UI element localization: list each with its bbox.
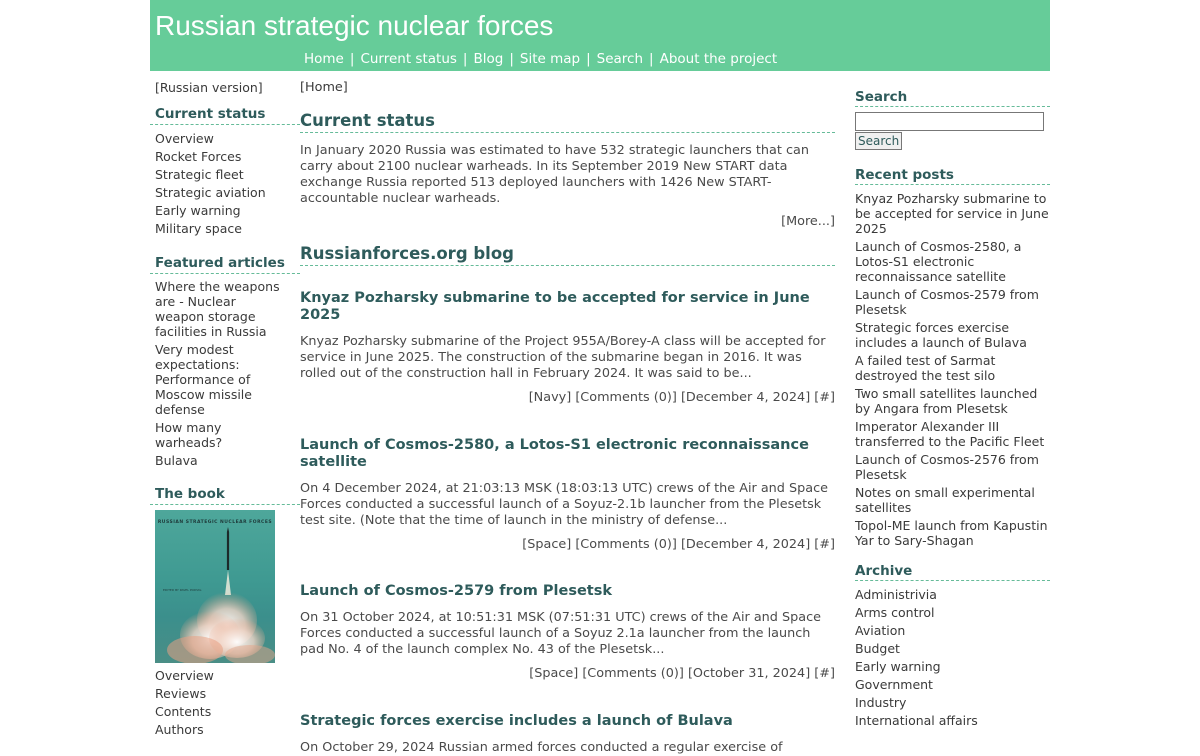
book-heading: The book xyxy=(150,485,300,505)
archive-item-budget[interactable]: Budget xyxy=(855,641,900,656)
nav-site-map[interactable]: Site map xyxy=(519,51,581,67)
site-header xyxy=(150,0,1050,71)
archive-item-industry[interactable]: Industry xyxy=(855,695,907,710)
archive-item-arms-control[interactable]: Arms control xyxy=(855,605,935,620)
nav-separator: | xyxy=(349,51,355,67)
post-excerpt: On 4 December 2024, at 21:03:13 MSK (18:03:13 UTC) crews of the Air and Space Forces conducted a successful launch of a Soyuz-2.1b launcher from the Plesetsk test site. (Note that the time of launch in the ministry of defense... xyxy=(300,481,828,528)
more-link[interactable]: [More...] xyxy=(781,214,835,229)
nav-blog[interactable]: Blog xyxy=(473,51,504,67)
book-list xyxy=(155,667,285,739)
post-excerpt: On October 29, 2024 Russian armed forces conducted a regular exercise of xyxy=(300,740,783,755)
archive-item-government[interactable]: Government xyxy=(855,677,933,692)
archive-item-early-warning[interactable]: Early warning xyxy=(855,659,941,674)
recent-posts-heading: Recent posts xyxy=(855,168,1050,185)
recent-post-item[interactable]: Launch of Cosmos-2579 from Plesetsk xyxy=(855,287,1039,317)
post-date-link[interactable]: [October 31, 2024] xyxy=(687,666,811,681)
post-permalink[interactable]: [#] xyxy=(814,666,835,681)
book-cover-image[interactable] xyxy=(155,510,275,663)
featured-item-missile-defense[interactable]: Very modest expectations: Performance of Moscow missile defense xyxy=(155,342,252,417)
book-item-authors[interactable]: Authors xyxy=(155,722,204,737)
archive-heading: Archive xyxy=(855,564,1050,581)
sidebar-item-military-space[interactable]: Military space xyxy=(155,221,242,236)
book-item-overview[interactable]: Overview xyxy=(155,668,214,683)
blog-title: Russianforces.org blog xyxy=(300,244,835,266)
nav-separator: | xyxy=(586,51,591,67)
post-comments-link[interactable]: [Comments (0)] xyxy=(575,390,677,405)
post-meta xyxy=(300,666,835,682)
russian-version-link[interactable]: [Russian version] xyxy=(155,80,263,95)
search-button[interactable]: Search xyxy=(855,132,902,150)
sidebar-item-strategic-fleet[interactable]: Strategic fleet xyxy=(155,167,244,182)
nav-separator: | xyxy=(462,51,468,67)
post-comments-link[interactable]: [Comments (0)] xyxy=(582,666,684,681)
sidebar-item-strategic-aviation[interactable]: Strategic aviation xyxy=(155,185,266,200)
search-input[interactable] xyxy=(855,112,1044,131)
current-status-heading: Current status xyxy=(150,105,300,125)
post-excerpt: On 31 October 2024, at 10:51:31 MSK (07:51:31 UTC) crews of the Air and Space Forces conducted a successful launch of a Soyuz 2.1a launcher from the launch pad No. 4 of the launch complex No. 43 of the Plesetsk... xyxy=(300,610,821,657)
blog-post xyxy=(300,583,835,682)
featured-articles-list xyxy=(155,279,285,468)
recent-post-item[interactable]: Knyaz Pozharsky submarine to be accepted for service in June 2025 xyxy=(855,191,1049,236)
nav-search[interactable]: Search xyxy=(596,51,644,67)
recent-post-item[interactable]: Strategic forces exercise includes a launch of Bulava xyxy=(855,320,1027,350)
post-excerpt: Knyaz Pozharsky submarine of the Project 955A/Borey-A class will be accepted for service in June 2025. The construction of the submarine began in 2016. It was rolled out of the construction hall in February 2024. It was said to be... xyxy=(300,334,826,381)
post-title[interactable]: Knyaz Pozharsky submarine to be accepted for service in June 2025 xyxy=(300,290,810,323)
archive-list xyxy=(855,586,1050,730)
post-category-link[interactable]: [Space] xyxy=(522,537,572,552)
main-content xyxy=(300,79,835,756)
recent-posts-list xyxy=(855,191,1050,548)
nav-about[interactable]: About the project xyxy=(659,51,778,67)
page xyxy=(150,0,1050,755)
sidebar-item-rocket-forces[interactable]: Rocket Forces xyxy=(155,149,242,164)
sidebar-item-early-warning[interactable]: Early warning xyxy=(155,203,241,218)
post-date-link[interactable]: [December 4, 2024] xyxy=(680,390,811,405)
search-heading: Search xyxy=(855,90,1050,107)
blog-post xyxy=(300,437,835,553)
recent-post-item[interactable]: Two small satellites launched by Angara from Plesetsk xyxy=(855,386,1038,416)
nav-separator: | xyxy=(509,51,514,67)
sidebar-item-overview[interactable]: Overview xyxy=(155,131,214,146)
nav-separator: | xyxy=(649,51,654,67)
post-permalink[interactable]: [#] xyxy=(814,390,835,405)
post-title[interactable]: Strategic forces exercise includes a launch of Bulava xyxy=(300,713,733,729)
right-sidebar xyxy=(855,90,1050,730)
blog-post xyxy=(300,713,835,756)
site-title[interactable]: Russian strategic nuclear forces xyxy=(155,10,554,41)
book-cover-editor: EDITED BY PAVEL PODVIG xyxy=(163,588,202,592)
post-meta xyxy=(300,537,835,553)
post-meta xyxy=(300,390,835,406)
recent-post-item[interactable]: Imperator Alexander III transferred to the Pacific Fleet xyxy=(855,419,1045,449)
featured-item-warheads[interactable]: How many warheads? xyxy=(155,420,223,450)
book-cover-title: RUSSIAN STRATEGIC NUCLEAR FORCES xyxy=(157,520,273,525)
recent-post-item[interactable]: Launch of Cosmos-2580, a Lotos-S1 electronic reconnaissance satellite xyxy=(855,239,1022,284)
nav-home[interactable]: Home xyxy=(304,51,344,67)
left-sidebar xyxy=(155,79,285,739)
top-nav xyxy=(304,51,777,67)
archive-item-international-affairs[interactable]: International affairs xyxy=(855,713,978,728)
recent-post-item[interactable]: A failed test of Sarmat destroyed the test silo xyxy=(855,353,996,383)
post-permalink[interactable]: [#] xyxy=(814,537,835,552)
post-date-link[interactable]: [December 4, 2024] xyxy=(680,537,811,552)
post-comments-link[interactable]: [Comments (0)] xyxy=(575,537,677,552)
featured-item-weapon-storage[interactable]: Where the weapons are - Nuclear weapon storage facilities in Russia xyxy=(155,279,280,339)
post-category-link[interactable]: [Navy] xyxy=(528,390,572,405)
blog-post xyxy=(300,290,835,406)
recent-post-item[interactable]: Topol-ME launch from Kapustin Yar to Sary-Shagan xyxy=(855,518,1048,548)
archive-item-aviation[interactable]: Aviation xyxy=(855,623,906,638)
current-status-list xyxy=(155,130,285,238)
breadcrumb[interactable]: [Home] xyxy=(300,80,348,95)
post-title[interactable]: Launch of Cosmos-2579 from Plesetsk xyxy=(300,583,612,599)
featured-item-bulava[interactable]: Bulava xyxy=(155,453,198,468)
archive-item-administrivia[interactable]: Administrivia xyxy=(855,587,937,602)
nav-current-status[interactable]: Current status xyxy=(360,51,457,67)
missile-launch-illustration xyxy=(155,510,275,663)
post-category-link[interactable]: [Space] xyxy=(529,666,579,681)
featured-articles-heading: Featured articles xyxy=(150,254,300,274)
recent-post-item[interactable]: Launch of Cosmos-2576 from Plesetsk xyxy=(855,452,1039,482)
current-status-title: Current status xyxy=(300,111,835,133)
book-item-reviews[interactable]: Reviews xyxy=(155,686,207,701)
recent-post-item[interactable]: Notes on small experimental satellites xyxy=(855,485,1035,515)
book-item-contents[interactable]: Contents xyxy=(155,704,212,719)
search-form xyxy=(855,112,1050,150)
status-summary: In January 2020 Russia was estimated to have 532 strategic launchers that can carry about 2100 nuclear warheads. In its September 2019 New START data exchange Russia reported 513 deployed launchers with 1426 New START-accountable nuclear warheads. xyxy=(300,143,809,206)
post-title[interactable]: Launch of Cosmos-2580, a Lotos-S1 electronic reconnaissance satellite xyxy=(300,437,809,470)
